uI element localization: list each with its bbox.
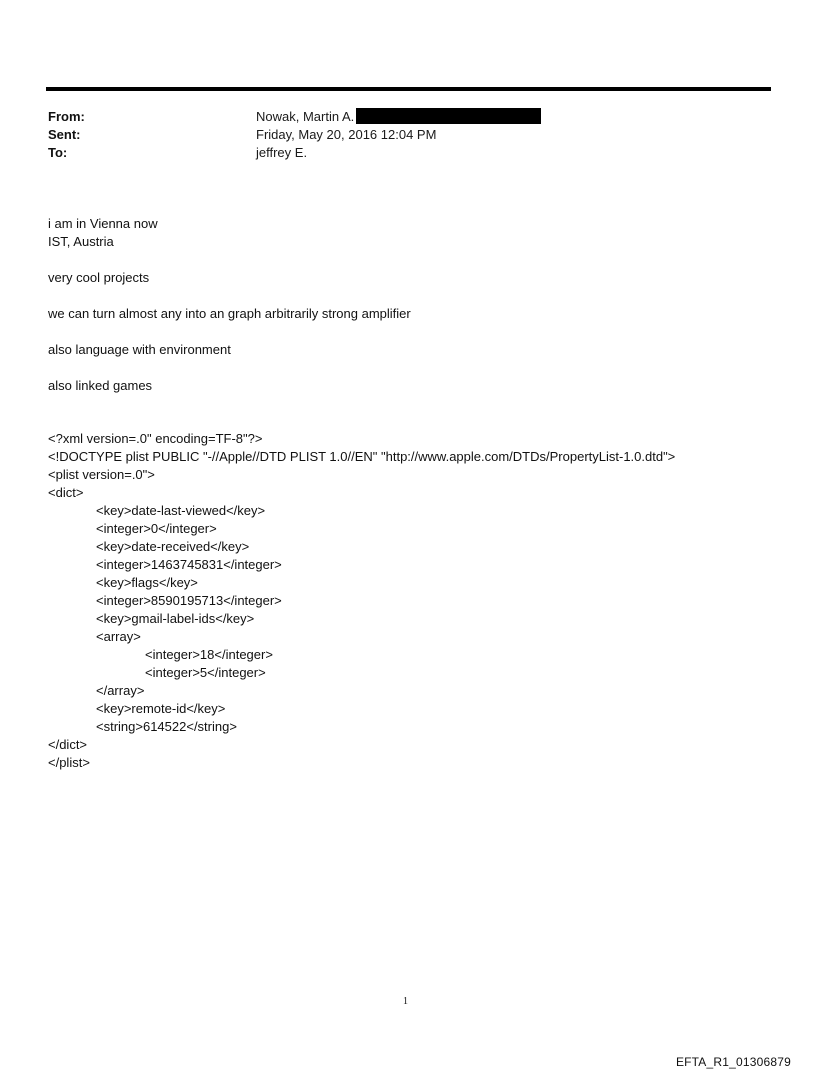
plist-line: <integer>0</integer> xyxy=(96,521,217,536)
message-line: very cool projects xyxy=(48,270,150,285)
plist-line: <key>date-received</key> xyxy=(96,539,250,554)
redaction-block xyxy=(356,108,541,124)
from-value xyxy=(256,108,541,126)
plist-line: </plist> xyxy=(48,755,90,770)
plist-line: <plist version=.0"> xyxy=(48,467,155,482)
from-label: From: xyxy=(48,109,85,124)
document-id: EFTA_R1_01306879 xyxy=(675,1055,791,1069)
plist-line: <?xml version=.0" encoding=TF-8"?> xyxy=(48,431,263,446)
page-number: 1 xyxy=(403,996,408,1007)
message-line: we can turn almost any into an graph arbitrarily strong amplifier xyxy=(48,306,411,321)
plist-line: <dict> xyxy=(48,485,84,500)
plist-line: </array> xyxy=(96,683,145,698)
plist-line: </dict> xyxy=(48,737,88,752)
message-line: i am in Vienna now xyxy=(48,216,158,231)
from-name: Nowak, Martin A. xyxy=(256,109,355,124)
plist-line: <string>614522</string> xyxy=(96,719,237,734)
plist-line: <key>flags</key> xyxy=(96,575,198,590)
message-line: also language with environment xyxy=(48,342,231,357)
plist-line: <integer>5</integer> xyxy=(145,665,266,680)
plist-line: <integer>1463745831</integer> xyxy=(96,557,282,572)
plist-line: <integer>18</integer> xyxy=(145,647,273,662)
sent-label: Sent: xyxy=(48,127,81,142)
plist-line: <key>date-last-viewed</key> xyxy=(96,503,266,518)
plist-line: <integer>8590195713</integer> xyxy=(96,593,282,608)
message-line: also linked games xyxy=(48,378,153,393)
header-rule xyxy=(46,87,771,91)
to-value: jeffrey E. xyxy=(256,145,308,160)
plist-line: <key>remote-id</key> xyxy=(96,701,226,716)
to-label: To: xyxy=(48,145,68,160)
plist-line: <!DOCTYPE plist PUBLIC "-//Apple//DTD PLIST 1.0//EN" "http://www.apple.com/DTDs/PropertyList-1.0.dtd"> xyxy=(48,449,676,464)
plist-line: <key>gmail-label-ids</key> xyxy=(96,611,255,626)
message-line: IST, Austria xyxy=(48,234,114,249)
sent-value: Friday, May 20, 2016 12:04 PM xyxy=(256,127,437,142)
plist-line: <array> xyxy=(96,629,141,644)
